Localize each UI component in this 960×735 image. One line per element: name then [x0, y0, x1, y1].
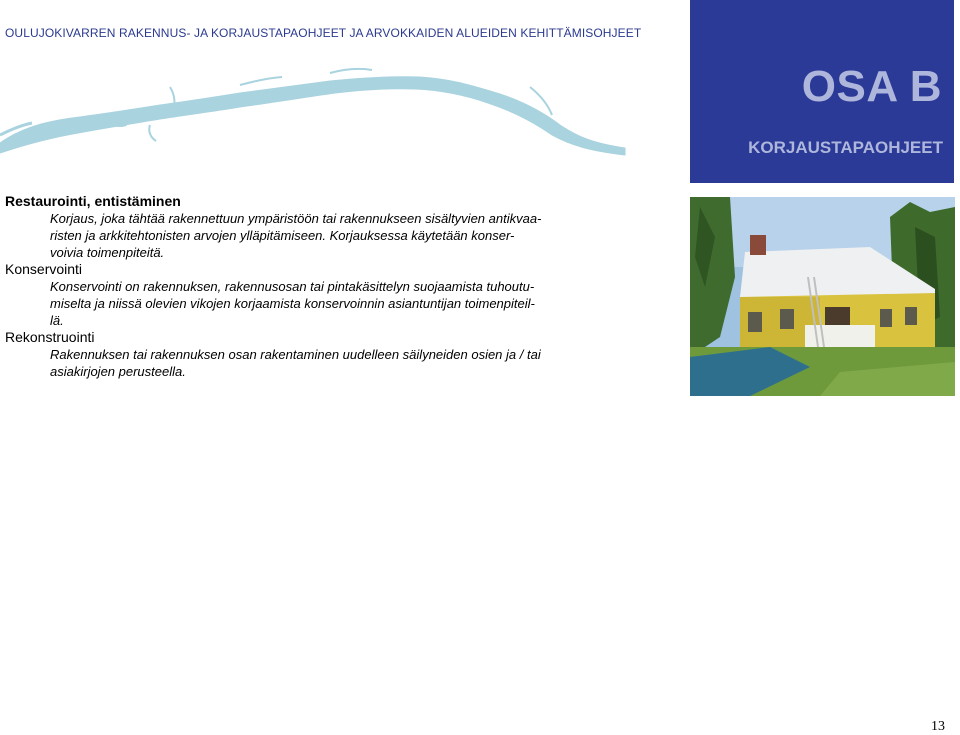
text-line: miselta ja niissä olevien vikojen korjaamista konservoinnin asiantuntijan toimenpiteil-: [50, 296, 535, 311]
paragraph-konservointi: [50, 278, 590, 329]
section-title: OSA B: [801, 62, 942, 111]
page-number: 13: [931, 719, 945, 734]
text-line: Rakennuksen tai rakennuksen osan rakentaminen uudelleen säilyneiden osien ja / tai: [50, 347, 541, 362]
text-line: Konservointi on rakennuksen, rakennusosan tai pintakäsittelyn suojaamista tuhoutu-: [50, 279, 535, 294]
text-line: Korjaus, joka tähtää rakennettuun ympäristöön tai rakennukseen sisältyvien antikvaa-: [50, 211, 542, 226]
heading-restaurointi: Restaurointi, entistäminen: [5, 193, 181, 209]
section-subtitle: KORJAUSTAPAOHJEET: [748, 138, 943, 157]
heading-rekonstruointi: Rekonstruointi: [5, 329, 95, 345]
text-line: lä.: [50, 313, 64, 328]
paragraph-rekonstruointi: [50, 346, 590, 380]
section-label-box: [690, 0, 954, 183]
definitions-text: [5, 193, 590, 380]
house-photo: [690, 197, 955, 396]
text-line: risten ja arkkitehtonisten arvojen ylläpitämiseen. Korjauksessa käytetään konser-: [50, 228, 515, 243]
text-line: voivia toimenpiteitä.: [50, 245, 165, 260]
section-rekonstruointi: [5, 329, 590, 380]
river-map-graphic: [0, 65, 630, 160]
paragraph-restaurointi: [50, 210, 590, 261]
section-restaurointi: [5, 193, 590, 261]
text-line: asiakirjojen perusteella.: [50, 364, 186, 379]
heading-konservointi: Konservointi: [5, 261, 83, 277]
document-header-title: OULUJOKIVARREN RAKENNUS- JA KORJAUSTAPAOHJEET JA ARVOKKAIDEN ALUEIDEN KEHITTÄMISOHJEET: [5, 26, 642, 40]
section-konservointi: [5, 261, 590, 329]
